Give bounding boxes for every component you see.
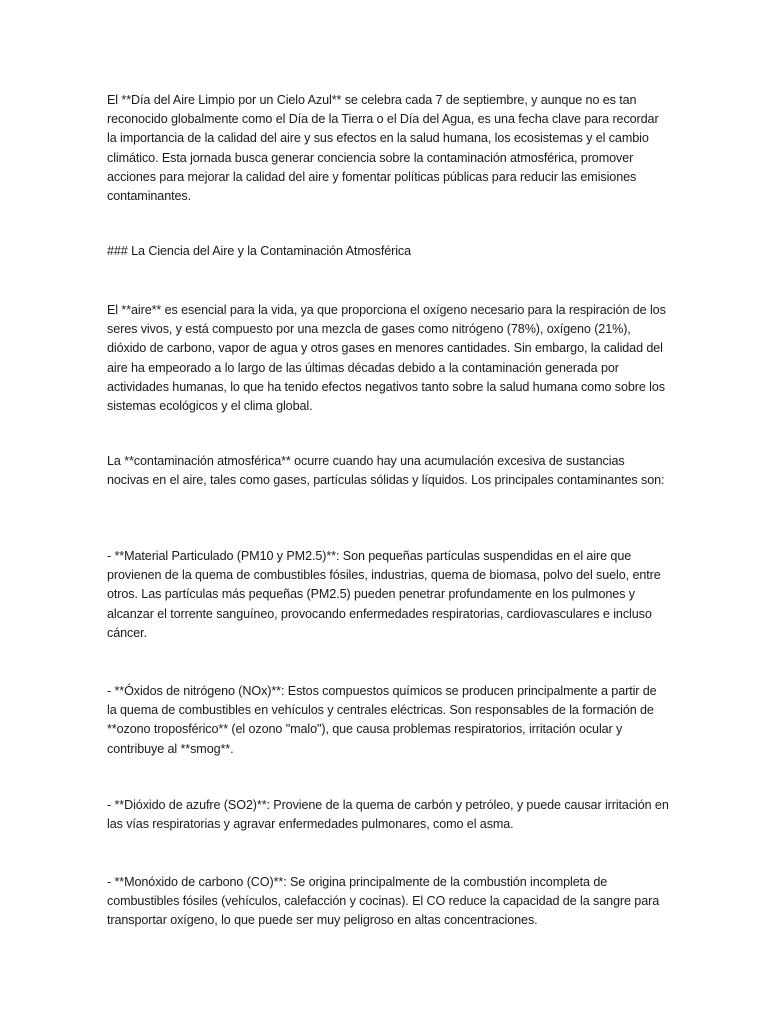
- section-heading: ### La Ciencia del Aire y la Contaminación Atmosférica: [107, 244, 412, 258]
- pollution-paragraph: La **contaminación atmosférica** ocurre cuando hay una acumulación excesiva de sustancias nocivas en el aire, tales como gases, partículas sólidas y líquidos. Los principales contaminantes son:: [107, 454, 665, 488]
- list-item-sulfur-dioxide: - **Dióxido de azufre (SO2)**: Proviene de la quema de carbón y petróleo, y puede causar irritación en las vías respiratorias y agravar enfermedades pulmonares, como el asma.: [107, 798, 669, 832]
- list-item-nitrogen-oxides: - **Óxidos de nitrógeno (NOx)**: Estos compuestos químicos se producen principalmente a partir de la quema de combustibles en vehículos y centrales eléctricas. Son responsables de la formación de **ozono troposférico** (el ozono "malo"), que causa problemas respiratorios, irritación ocular y contribuye al **smog**.: [107, 684, 657, 756]
- air-paragraph: El **aire** es esencial para la vida, ya que proporciona el oxígeno necesario para la respiración de los seres vivos, y está compuesto por una mezcla de gases como nitrógeno (78%), oxígeno (21%), dióxido de carbono, vapor de agua y otros gases en menores cantidades. Sin embargo, la calidad del aire ha empeorado a lo largo de las últimas décadas debido a la contaminación generada por actividades humanas, lo que ha tenido efectos negativos tanto sobre la salud humana como sobre los sistemas ecológicos y el clima global.: [107, 303, 666, 414]
- list-item-carbon-monoxide: - **Monóxido de carbono (CO)**: Se origina principalmente de la combustión incompleta de combustibles fósiles (vehículos, calefacción y cocinas). El CO reduce la capacidad de la sangre para transportar oxígeno, lo que puede ser muy peligroso en altas concentraciones.: [107, 875, 660, 928]
- intro-paragraph: El **Día del Aire Limpio por un Cielo Azul** se celebra cada 7 de septiembre, y aunque no es tan reconocido globalmente como el Día de la Tierra o el Día del Agua, es una fecha clave para recordar la importancia de la calidad del aire y sus efectos en la salud humana, los ecosistemas y el cambio climático. Esta jornada busca generar conciencia sobre la contaminación atmosférica, promover acciones para mejorar la calidad del aire y fomentar políticas públicas para reducir las emisiones contaminantes.: [107, 93, 659, 204]
- list-item-particulate-matter: - **Material Particulado (PM10 y PM2.5)**: Son pequeñas partículas suspendidas en el aire que provienen de la quema de combustibles fósiles, industrias, quema de biomasa, polvo del suelo, entre otros. Las partículas más pequeñas (PM2.5) pueden penetrar profundamente en los pulmones y alcanzar el torrente sanguíneo, provocando enfermedades respiratorias, cardiovasculares e incluso cáncer.: [107, 549, 661, 640]
